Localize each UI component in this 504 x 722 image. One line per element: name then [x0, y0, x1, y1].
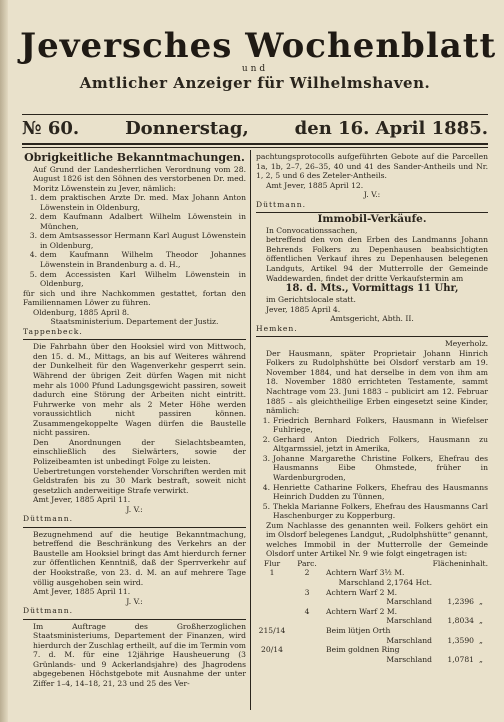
list-item: 2. Gerhard Anton Diedrich Folkers, Hausmann zu Altgarmssiel, jetzt in Amerika,: [262, 434, 488, 454]
parcel-table: [256, 559, 488, 665]
signature: Tappenbeck.: [23, 326, 83, 336]
masthead-rule-bottom: [22, 143, 488, 145]
table-header: Parc.: [297, 558, 317, 568]
section-heading-official: Obrigkeitliche Bekanntmachungen.: [24, 151, 245, 164]
table-header-row: [256, 559, 488, 569]
notice-paragraph: Zum Nachlasse des genannten weil. Folkers gehört ein im Olsdorf belegenes Landgut, „Rudolphshütte“ genannt, welches Immobil in der Mutterrolle der Gemeinde Olsdorf unter Artikel Nr. 9 wie folgt eingetragen ist:: [266, 520, 488, 559]
notice-paragraph: Die Fahrbahn über den Hooksiel wird von Mittwoch, den 15. d. M., Mittags, an bis auf Weiteres während der Dunkelheit für den Wagenverkehr gesperrt sein. Während der übrigen Zeit dürfen Wagen mit nicht mehr als 1000 Pfund Ladungsgewicht passiren, soweit dadurch eine Störung der Arbeiten nicht eintritt. Fuhrwerke von mehr als 2 Meter Höhe werden voraussichtlich nicht passiren können. Zusammengekoppelte Wagen dürfen die Baustelle nicht passiren.: [33, 342, 246, 438]
dateline: Amt Jever, 1885 April 11.: [33, 495, 131, 505]
notice-paragraph: Der Hausmann, später Proprietair Johann Hinrich Folkers zu Rudolphshütte bei Olsdorf verstarb am 19. November 1884, und hat derselbe in dem von ihm am 18. November 1880 errichteten Testamente, sammt Nachtrage vom 23. Juni 1883 – publicirt am 12. Februar 1885 – als gleichtheilige Erben eingesetzt seine Kinder, nämlich:: [266, 348, 488, 416]
list-item: 4. Henriette Catharine Folkers, Ehefrau des Hausmanns Heinrich Dudden zu Tünnen,: [262, 482, 488, 502]
list-item: 1. dem praktischen Arzte Dr. med. Max Johann Anton Löwenstein in Oldenburg,: [29, 193, 246, 212]
table-row: 215/14 Beim lütjen Orth: [258, 626, 391, 636]
issue-weekday: Donnerstag,: [125, 118, 249, 139]
issue-date: den 16. April 1885.: [294, 118, 488, 139]
sale-date: 18. d. Mts., Vormittags 11 Uhr,: [285, 283, 459, 295]
masthead-rule-top: [22, 114, 488, 115]
table-row: Marschland 1,2396 „: [386, 597, 483, 607]
masthead: [20, 26, 497, 92]
table-row: 1 2 Achtern Warf 3¹⁄₂ M.: [269, 568, 405, 578]
sons-list: [23, 193, 246, 288]
notice-outro: für sich und ihre Nachkommen gestattet, fortan den Familiennamen Löwer zu führen.: [23, 288, 246, 308]
list-item: 4. dem Kaufmann Wilhelm Theodor Johannes Löwenstein in Brandenburg a. d. H.,: [29, 250, 246, 270]
list-item: 3. Johanne Margarethe Christine Folkers, Ehefrau des Hausmanns Eibe Ohmstede, früher in Wardenburgroden,: [262, 453, 488, 482]
left-column: [23, 152, 246, 689]
list-item: 3. dem Amtsassessor Hermann Karl August Löwenstein in Oldenburg,: [29, 231, 246, 250]
dateline: Amt Jever, 1885 April 11.: [33, 587, 131, 597]
section-heading-real-estate: Immobil-Verkäufe.: [317, 213, 427, 226]
signature: Düttmann.: [23, 606, 74, 616]
iv-label: J. V.:: [126, 504, 143, 514]
table-header: Flächeninhalt.: [432, 558, 488, 568]
sale-location: im Gerichtslocale statt.: [266, 295, 356, 305]
column-divider: [250, 150, 251, 710]
separator: [23, 339, 246, 340]
notice-paragraph: Den Anordnungen der Sielachtsbeamten, einschließlich des Sielwärters, sowie der Polizeibeamten ist unbedingt Folge zu leisten.: [33, 437, 246, 466]
table-row: Marschland 2,1764 Hct.: [338, 578, 432, 588]
table-row: Marschland 1,8034 „: [386, 616, 483, 626]
iv-label: J. V.:: [126, 596, 143, 606]
page-binding-edge: [0, 0, 8, 722]
masthead-rule-bottom-thin: [22, 147, 488, 148]
separator: [256, 336, 488, 337]
right-column: [256, 152, 488, 664]
authority: Staatsministerium. Departement der Justiz.: [50, 317, 219, 327]
table-row: Marschland 1,0781 „: [386, 654, 483, 664]
table-row: 4 Achtern Warf 2 M.: [304, 606, 398, 616]
signature: Düttmann.: [256, 199, 307, 209]
dateline: Oldenburg, 1885 April 8.: [33, 307, 130, 317]
iv-label: J. V.:: [363, 190, 381, 200]
table-header: Flur: [263, 558, 281, 568]
notice-paragraph: betreffend den von den Erben des Landmanns Johann Behrends Folkers zu Depenhausen beabsichtigten öffentlichen Verkauf ihres zu Depenhausen belegenen Landguts, Artikel 94 der Mutterrolle der Gemeinde Waddewarden, findet der dritte Verkaufstermin am: [266, 235, 488, 283]
masthead-und: und: [241, 64, 269, 74]
list-item: 2. dem Kaufmann Adalbert Wilhelm Löwenstein in München,: [29, 212, 246, 231]
separator: [23, 619, 246, 620]
newspaper-subtitle: Amtlicher Anzeiger für Wilhelmshaven.: [79, 74, 431, 92]
issue-line: [22, 118, 488, 139]
dateline: Jever, 1885 April 4.: [266, 304, 341, 314]
table-row: Marschland 1,3590 „: [386, 635, 483, 645]
issue-number: № 60.: [22, 118, 80, 139]
table-row: 3 Achtern Warf 2 M.: [304, 587, 398, 597]
convocation-label: In Convocationssachen,: [266, 225, 358, 235]
heirs-list: [256, 416, 488, 521]
notice-paragraph: pachtungsprotocolls aufgeführten Gebote auf die Parcellen 1a, 1b, 2–7, 26–35, 40 und 41 des Sander-Antheils und Nr. 1, 2, 5 und 6 des Zeteler-Antheils.: [256, 152, 488, 181]
notice-paragraph: Im Auftrage des Großherzoglichen Staatsministeriums, Departement der Finanzen, wird hierdurch der Zuschlag ertheilt, auf die im Termin vom 7. d. M. für eine 12jährige Hausheuerung (3 Grünlands- und 9 Ackerlandsjahre) des Jhagrodens abgegebenen Höchstgebote mit Ausnahme der unter Ziffer 1–4, 14–18, 21, 23 und 25 des Ver-: [33, 621, 246, 688]
place-name: Meyerholz.: [445, 339, 488, 349]
list-item: 5. Thekla Marianne Folkers, Ehefrau des Hausmanns Carl Haschenburger zu Kopperburg.: [262, 501, 488, 521]
notice-intro: Auf Grund der Landesherrlichen Verordnung vom 28. August 1826 ist den Söhnen des verstorbenen Dr. med. Moritz Löwenstein zu Jever, nämlich:: [33, 164, 246, 193]
separator: [23, 527, 246, 528]
dateline: Amt Jever, 1885 April 12.: [266, 180, 364, 190]
list-item: 5. dem Accessisten Karl Wilhelm Löwenstein in Oldenburg,: [29, 269, 246, 289]
table-header: [326, 559, 432, 569]
list-item: 1. Friedrich Bernhard Folkers, Hausmann in Wiefelser Fuhlriege,: [262, 415, 488, 435]
notice-paragraph: Uebertretungen vorstehender Vorschriften werden mit Geldstrafen bis zu 30 Mark bestraft, soweit nicht gesetzlich anderweitige Strafe verwirkt.: [33, 466, 246, 495]
signature: Düttmann.: [23, 514, 74, 524]
table-row: 20/14 Beim goldnen Ring: [261, 645, 400, 655]
signature: Hemken.: [256, 323, 298, 333]
notice-paragraph: Bezugnehmend auf die heutige Bekanntmachung, betreffend die Beschränkung des Verkehrs an der Baustelle am Hooksiel bringt das Amt hierdurch ferner zur öffentlichen Kenntniß, daß der Sperrverkehr auf der Hookstraße, von 23. d. M. an auf mehrere Tage völlig ausgehoben sein wird.: [33, 529, 246, 587]
newspaper-title: Jeversches Wochenblatt: [20, 26, 497, 66]
court: Amtsgericht, Abth. II.: [330, 314, 414, 324]
